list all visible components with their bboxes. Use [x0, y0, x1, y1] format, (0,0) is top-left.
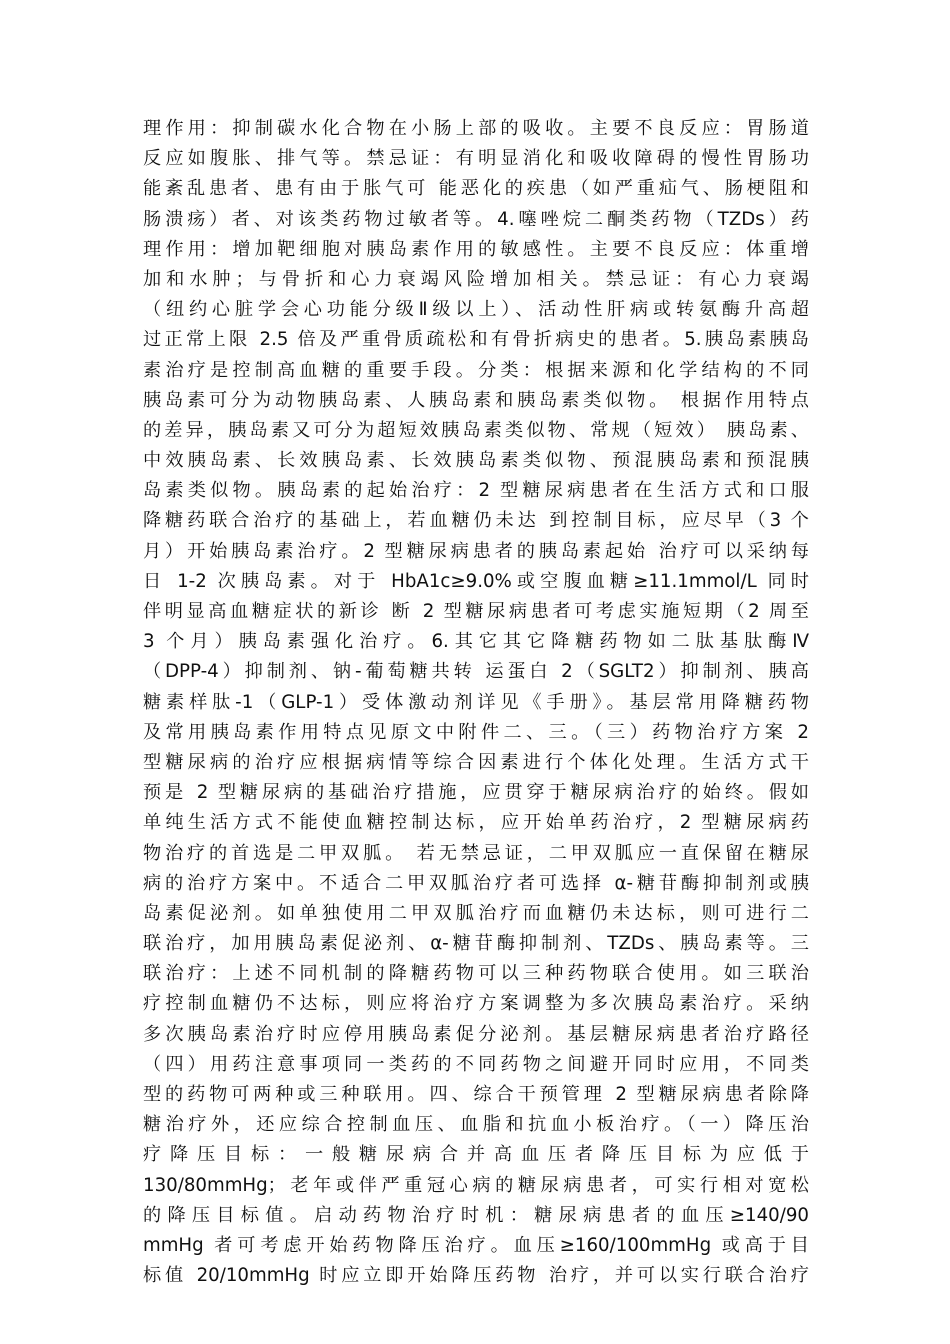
text-line: 胰岛素可分为动物胰岛素、人胰岛素和胰岛素类似物。 根据作用特点: [143, 389, 809, 411]
text-line: 理作用：抑制碳水化合物在小肠上部的吸收。主要不良反应：胃肠道: [143, 118, 809, 139]
text-line: 型的药物可两种或三种联用。四、综合干预管理 2 型糖尿病患者除降: [143, 1084, 809, 1105]
text-line: 标值 20/10mmHg 时应立即开始降压药物 治疗，并可以实行联合治疗: [143, 1265, 809, 1287]
text-line: 联治疗：上述不同机制的降糖药物可以三种药物联合使用。如三联治: [143, 963, 809, 985]
text-line: 预是 2 型糖尿病的基础治疗措施，应贯穿于糖尿病治疗的始终。假如: [143, 782, 809, 804]
text-line: 伴明显高血糖症状的新诊 断 2 型糖尿病患者可考虑实施短期（2 周至: [143, 601, 809, 622]
text-line: 岛素类似物。胰岛素的起始治疗：2 型糖尿病患者在生活方式和口服: [143, 480, 809, 502]
text-line: 物治疗的首选是二甲双胍。 若无禁忌证，二甲双胍应一直保留在糖尿: [143, 842, 809, 864]
text-line: 联治疗，加用胰岛素促泌剂、α-糖苷酶抑制剂、TZDs、胰岛素等。三: [143, 933, 809, 955]
text-line: 降糖药联合治疗的基础上，若血糖仍未达 到控制目标，应尽早（3 个: [143, 510, 809, 532]
text-line: 过正常上限 2.5 倍及严重骨质疏松和有骨折病史的患者。5.胰岛素胰岛: [143, 329, 809, 351]
body-text: [143, 114, 809, 1291]
text-line: 病的治疗方案中。不适合二甲双胍治疗者可选择 α-糖苷酶抑制剂或胰: [143, 872, 809, 894]
text-line: 3 个月）胰岛素强化治疗。6.其它其它降糖药物如二肽基肽酶Ⅳ: [143, 631, 809, 653]
text-line: 疗降压目标：一般糖尿病合并高血压者降压目标为应低于: [143, 1144, 809, 1166]
text-line: 中效胰岛素、长效胰岛素、长效胰岛素类似物、预混胰岛素和预混胰: [143, 450, 809, 472]
text-line: 反应如腹胀、排气等。禁忌证：有明显消化和吸收障碍的慢性胃肠功: [143, 148, 809, 170]
text-line: 能紊乱患者、患有由于胀气可 能恶化的疾患（如严重疝气、肠梗阻和: [143, 178, 809, 200]
text-line: （纽约心脏学会心功能分级Ⅱ级以上）、活动性肝病或转氨酶升高超: [143, 299, 809, 321]
text-line: 的降压目标值。启动药物治疗时机：糖尿病患者的血压≥140/90: [143, 1204, 809, 1226]
text-line: 理作用：增加靶细胞对胰岛素作用的敏感性。主要不良反应：体重增: [143, 238, 809, 260]
text-line: 糖素样肽-1（GLP-1）受体激动剂详见《手册》。基层常用降糖药物: [143, 691, 809, 713]
text-line: 的差异，胰岛素又可分为超短效胰岛素类似物、常规（短效） 胰岛素、: [143, 419, 809, 441]
text-line: 多次胰岛素治疗时应停用胰岛素促分泌剂。基层糖尿病患者治疗路径: [143, 1023, 809, 1045]
text-line: 疗控制血糖仍不达标，则应将治疗方案调整为多次胰岛素治疗。采纳: [143, 993, 809, 1015]
text-line: 130/80mmHg；老年或伴严重冠心病的糖尿病患者，可实行相对宽松: [143, 1174, 809, 1196]
text-line: 月）开始胰岛素治疗。2 型糖尿病患者的胰岛素起始 治疗可以采纳每: [143, 540, 809, 562]
text-line: mmHg 者可考虑开始药物降压治疗。血压≥160/100mmHg 或高于目: [143, 1234, 809, 1256]
text-line: 日 1-2 次胰岛素。对于 HbA1c≥9.0%或空腹血糖≥11.1mmol/L 同时: [143, 570, 809, 592]
text-line: 岛素促泌剂。如单独使用二甲双胍治疗而血糖仍未达标，则可进行二: [143, 902, 809, 924]
text-line: 单纯生活方式不能使血糖控制达标，应开始单药治疗，2 型糖尿病药: [143, 812, 809, 834]
text-line: 糖治疗外，还应综合控制血压、血脂和抗血小板治疗。（一）降压治: [143, 1114, 809, 1136]
text-line: 加和水肿；与骨折和心力衰竭风险增加相关。禁忌证：有心力衰竭: [143, 268, 809, 290]
text-line: 素治疗是控制高血糖的重要手段。分类：根据来源和化学结构的不同: [143, 359, 809, 381]
text-line: 型糖尿病的治疗应根据病情等综合因素进行个体化处理。生活方式干: [143, 751, 809, 773]
text-line: （DPP-4）抑制剂、钠-葡萄糖共转 运蛋白 2（SGLT2）抑制剂、胰高: [143, 661, 809, 683]
text-line: 及常用胰岛素作用特点见原文中附件二、三。（三）药物治疗方案 2: [143, 721, 809, 743]
text-line: 肠溃疡）者、对该类药物过敏者等。4.噻唑烷二酮类药物（TZDs）药: [143, 208, 809, 230]
text-line: （四）用药注意事项同一类药的不同药物之间避开同时应用，不同类: [143, 1053, 809, 1075]
